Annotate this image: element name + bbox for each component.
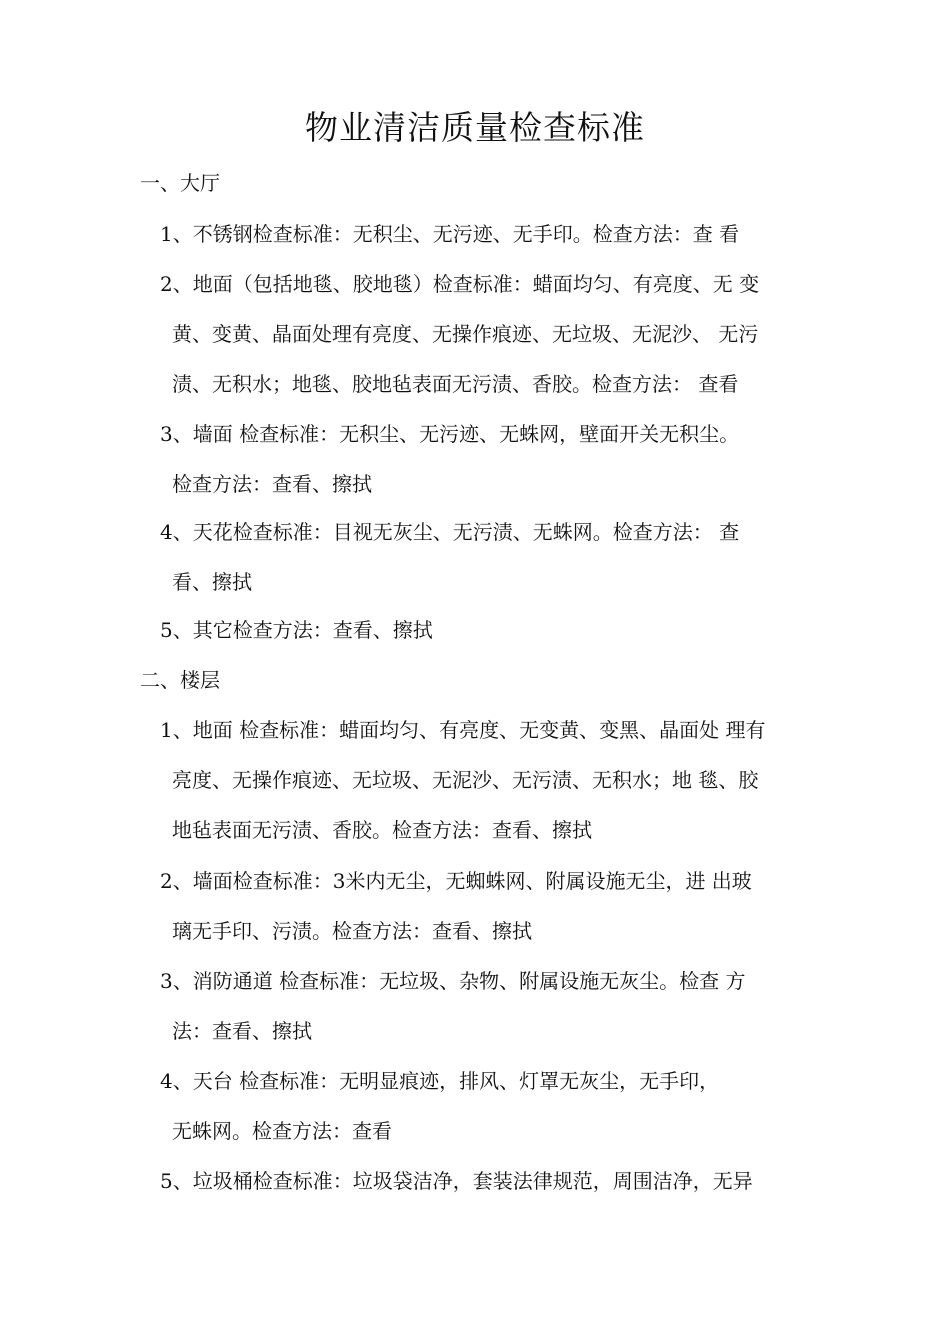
item-line: 3、墙面 检查标准：无积尘、无污迹、无蛛网，壁面开关无积尘。 xyxy=(160,422,740,446)
section-heading-floors: 二、楼层 xyxy=(140,668,220,692)
item-line: 5、其它检查方法：查看、擦拭 xyxy=(160,618,433,642)
item-line: 3、消防通道 检查标准：无垃圾、杂物、附属设施无灰尘。检查 方 xyxy=(160,969,746,993)
item-line: 地毡表面无污渍、香胶。检查方法：查看、擦拭 xyxy=(172,818,592,842)
item-line: 1、不锈钢检查标准：无积尘、无污迹、无手印。检查方法：查 看 xyxy=(160,222,740,246)
lobby-item-floor xyxy=(160,259,815,409)
lobby-item-ceiling xyxy=(160,507,815,607)
item-line: 4、天台 检查标准：无明显痕迹，排风、灯罩无灰尘，无手印， xyxy=(160,1069,720,1093)
document-title: 物业清洁质量检查标准 xyxy=(305,108,645,147)
item-line: 黄、变黄、晶面处理有亮度、无操作痕迹、无垃圾、无泥沙、 无污 xyxy=(172,322,759,346)
item-line: 1、地面 检查标准：蜡面均匀、有亮度、无变黄、变黑、晶面处 理有 xyxy=(160,718,766,742)
item-line: 璃无手印、污渍。检查方法：查看、擦拭 xyxy=(172,919,532,943)
floors-item-fire-passage xyxy=(160,956,815,1056)
item-line: 亮度、无操作痕迹、无垃圾、无泥沙、无污渍、无积水；地 毯、胶 xyxy=(172,768,759,792)
lobby-item-other xyxy=(160,605,815,655)
section-heading-lobby: 一、大厅 xyxy=(140,171,220,195)
item-line: 看、擦拭 xyxy=(172,570,252,594)
item-line: 检查方法：查看、擦拭 xyxy=(172,472,372,496)
item-line: 5、垃圾桶检查标准：垃圾袋洁净，套装法律规范，周围洁净，无异 xyxy=(160,1169,753,1193)
floors-item-floor xyxy=(160,705,815,855)
lobby-item-stainless-steel xyxy=(160,209,815,259)
floors-item-trash-bin xyxy=(160,1156,815,1206)
item-line: 2、地面（包括地毯、胶地毯）检查标准：蜡面均匀、有亮度、无 变 xyxy=(160,272,760,296)
item-line: 无蛛网。检查方法：查看 xyxy=(172,1119,392,1143)
lobby-item-wall xyxy=(160,409,815,509)
item-line: 渍、无积水；地毯、胶地毡表面无污渍、香胶。检查方法： 查看 xyxy=(172,372,739,396)
floors-item-rooftop xyxy=(160,1056,815,1156)
item-line: 法：查看、擦拭 xyxy=(172,1019,312,1043)
item-line: 4、天花检查标准：目视无灰尘、无污渍、无蛛网。检查方法： 查 xyxy=(160,520,740,544)
item-line: 2、墙面检查标准：3米内无尘，无蜘蛛网、附属设施无尘，进 出玻 xyxy=(160,869,752,893)
floors-item-wall xyxy=(160,856,815,956)
